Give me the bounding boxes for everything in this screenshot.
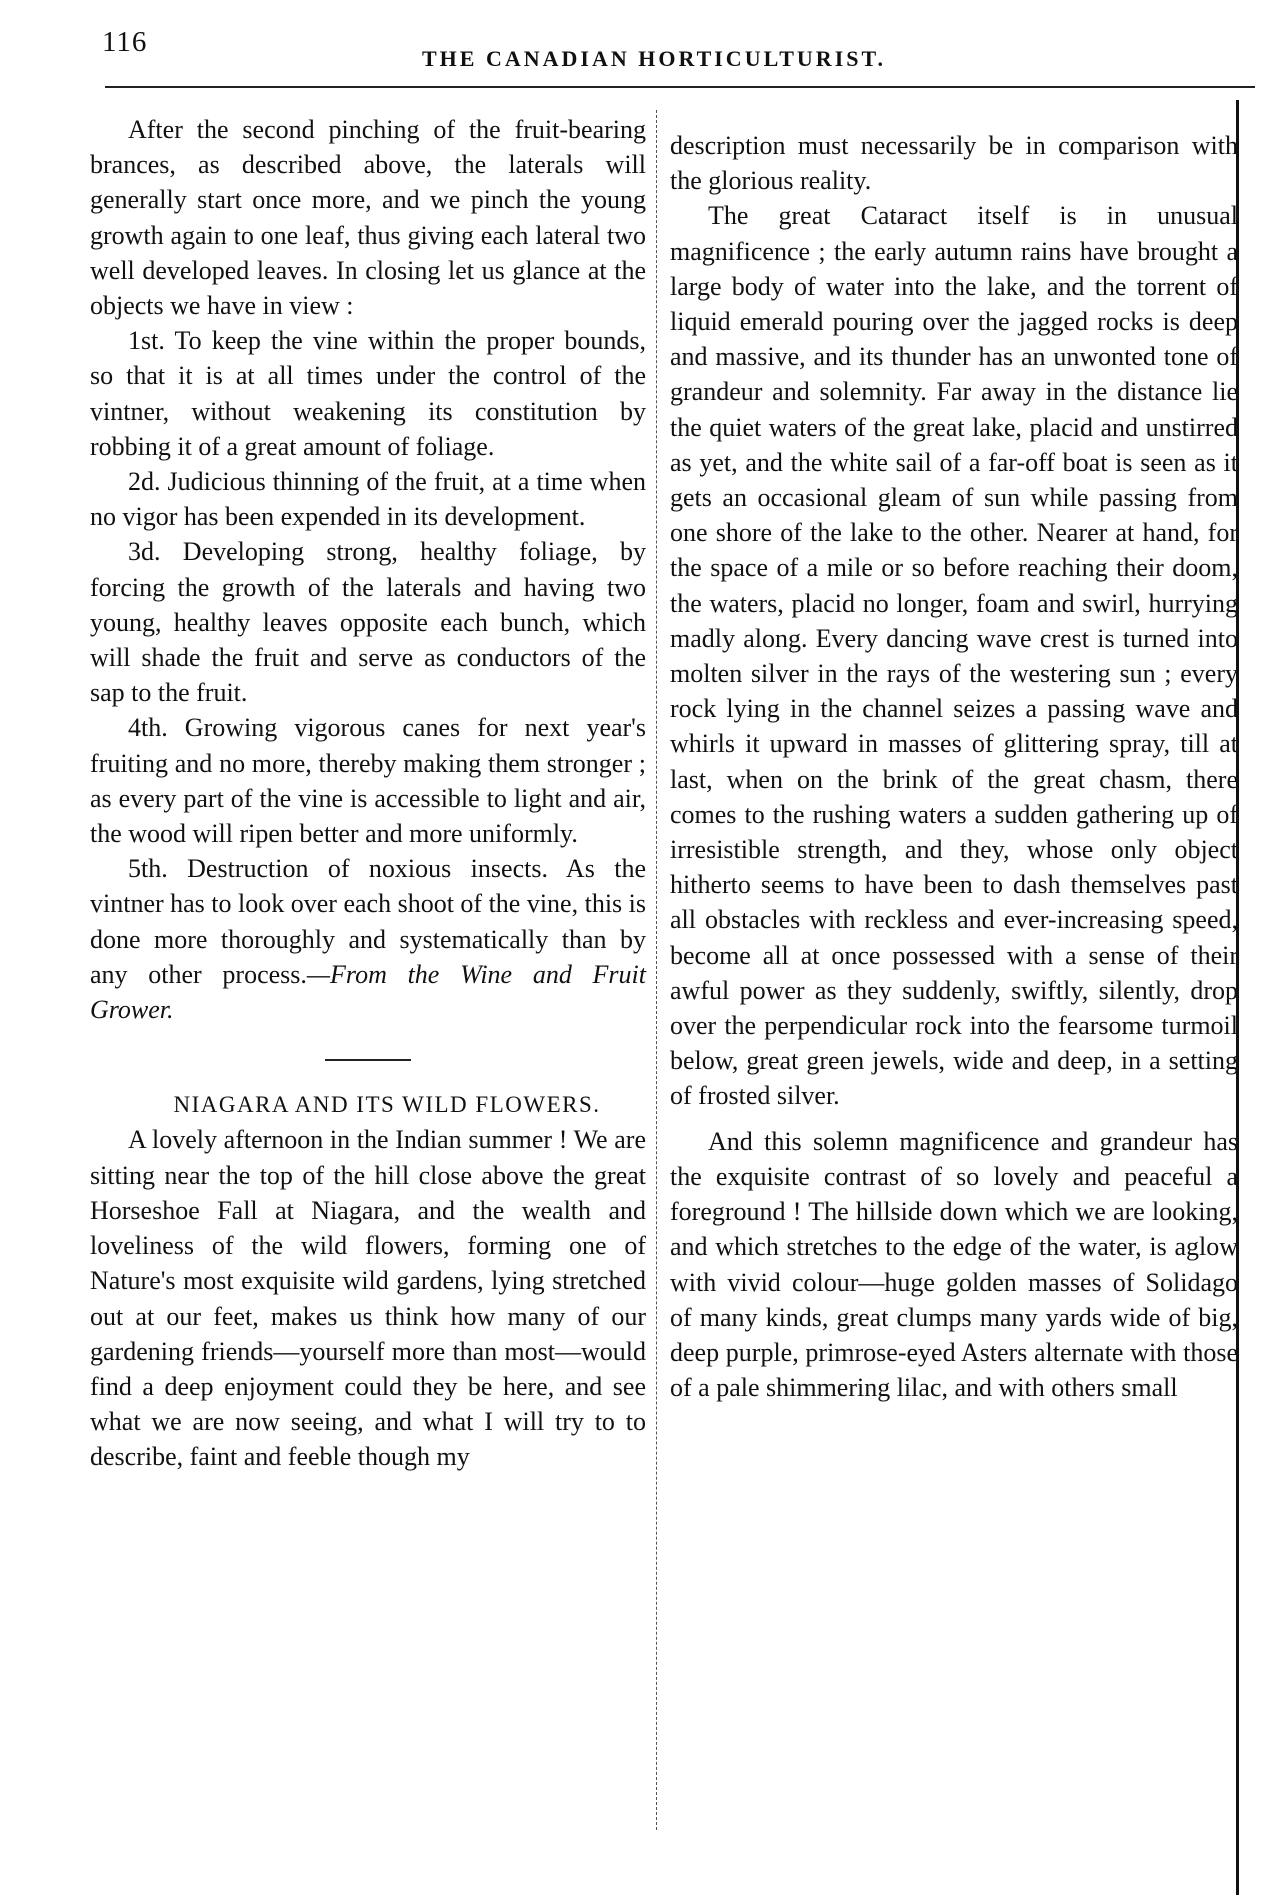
page-header xyxy=(92,26,1177,82)
page-edge-line xyxy=(1236,100,1239,1895)
paragraph: 3d. Developing strong, healthy foliage, by forcing the growth of the laterals and having two young, healthy leaves opposite each bunch, which will shade the fruit and serve as conductors of the sap to the fruit. xyxy=(90,537,646,708)
column-divider xyxy=(656,110,657,1830)
left-column xyxy=(90,112,646,1475)
paragraph xyxy=(90,851,646,1027)
paragraph: The great Cataract itself is in unusual magnificence ; the early autumn rains have brought a large body of water into the lake, and the torrent of liquid emerald pouring over the jagged rocks is deep and massive, and its thunder has an unwonted tone of grandeur and solemnity. Far away in the distance lie the quiet waters of the great lake, placid and unstirred as yet, and the white sail of a far-off boat is seen as it gets an occasional gleam of sun while passing from one shore of the lake to the other. Nearer at hand, for the space of a mile or so before reaching their doom, the waters, placid no longer, foam and swirl, hurrying madly along. Every dancing wave crest is turned into molten silver in the rays of the westering sun ; every rock lying in the channel seizes a passing wave and whirls it upward in masses of glittering spray, till at last, when on the brink of the great chasm, there comes to the rushing waters a sudden gathering up of irresistible strength, and they, whose only object hitherto seems to have been to dash themselves past all obstacles with reckless and ever-increasing speed, become all at once possessed with a sense of their awful power as they suddenly, swiftly, silently, drop over the perpendicular rock into the fearsome turmoil below, great green jewels, wide and deep, in a setting of frosted silver. xyxy=(670,201,1238,1111)
paragraph: 4th. Growing vigorous canes for next year's fruiting and no more, thereby making them stronger ; as every part of the vine is accessible to light and air, the wood will ripen better and more uniformly. xyxy=(90,713,646,849)
header-rule xyxy=(105,86,1255,88)
running-head: THE CANADIAN HORTICULTURIST. xyxy=(422,46,887,71)
section-title: NIAGARA AND ITS WILD FLOWERS. xyxy=(173,1092,601,1118)
paragraph: And this solemn magnificence and grandeur has the exquisite contrast of so lovely and peaceful a foreground ! The hillside down which we are looking, and which stretches to the edge of the water, is aglow with vivid colour—huge golden masses of Solidago of many kinds, great clumps many yards wide of big, deep purple, primrose-eyed Asters alternate with those of a pale shimmering lilac, and with others small xyxy=(670,1126,1238,1403)
section-divider xyxy=(325,1059,411,1061)
page-number: 116 xyxy=(102,26,148,58)
source-citation: —From the Wine and Fruit Grower. xyxy=(90,959,646,1025)
paragraph: A lovely afternoon in the Indian summer ! We are sitting near the top of the hill close above the great Horseshoe Fall at Niagara, and the wealth and loveliness of the wild flowers, forming one of Nature's most exquisite wild gardens, lying stretched out at our feet, makes us think how many of our gardening friends—yourself more than most—would find a deep enjoyment could they be here, and see what we are now seeing, and what I will try to to describe, faint and feeble though my xyxy=(90,1125,646,1472)
paragraph: After the second pinching of the fruit-bearing brances, as described above, the laterals will generally start once more, and we pinch the young growth again to one leaf, thus giving each lateral two well developed leaves. In closing let us glance at the objects we have in view : xyxy=(90,115,646,321)
right-column xyxy=(670,128,1238,1405)
paragraph: description must necessarily be in comparison with the glorious reality. xyxy=(670,131,1238,196)
paragraph-text: 5th. Destruction of noxious insects. As the vintner has to look over each shoot of the vine, this is done more thoroughly and systematically than by any other process. xyxy=(90,854,647,989)
paragraph: 2d. Judicious thinning of the fruit, at a time when no vigor has been expended in its development. xyxy=(90,467,646,532)
paragraph: 1st. To keep the vine within the proper bounds, so that it is at all times under the control of the vintner, without weakening its constitution by robbing it of a great amount of foliage. xyxy=(90,326,646,461)
